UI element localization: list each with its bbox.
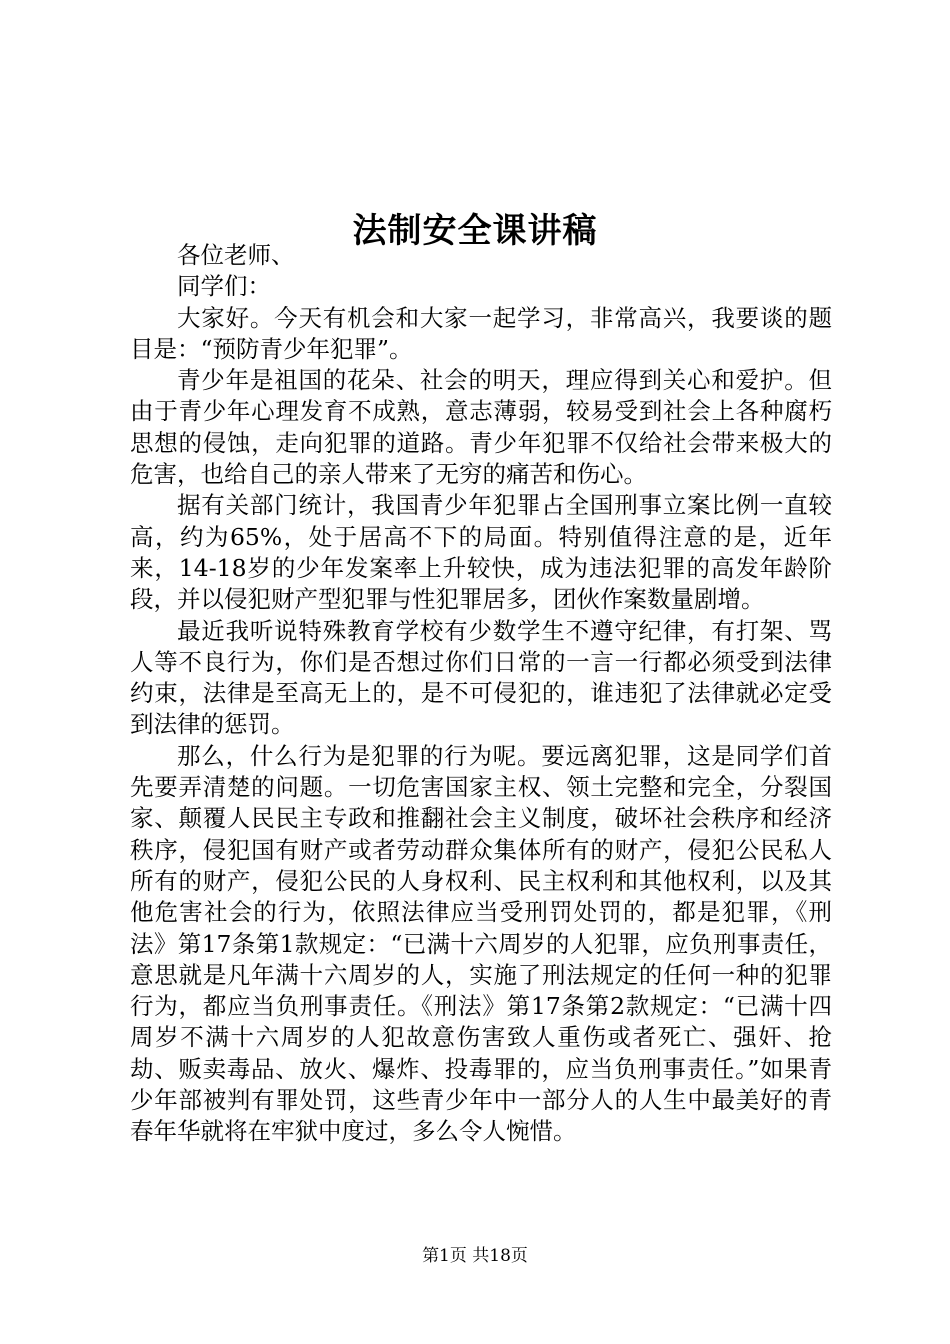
paragraph-statistics: 据有关部门统计，我国青少年犯罪占全国刑事立案比例一直较高，约为65%，处于居高不下的局面。特别值得注意的是，近年来，14-18岁的少年发案率上升较快，成为违法犯罪的高发年龄阶段，并以侵犯财产型犯罪与性犯罪居多，团伙作案数量剧增。	[130, 491, 832, 614]
page-footer: 第1页 共18页	[422, 1246, 528, 1266]
greeting-line-2: 同学们：	[177, 272, 271, 301]
paragraph-crime-definition: 那么，什么行为是犯罪的行为呢。要远离犯罪，这是同学们首先要弄清楚的问题。一切危害国家主权、领土完整和完全，分裂国家、颠覆人民民主专政和推翻社会主义制度，破坏社会秩序和经济秩序，侵犯国有财产或者劳动群众集体所有的财产，侵犯公民私人所有的财产，侵犯公民的人身权利、民主权利和其他权利，以及其他危害社会的行为，依照法律应当受刑罚处罚的，都是犯罪，《刑法》第17条第1款规定：“已满十六周岁的人犯罪，应负刑事责任，意思就是凡年满十六周岁的人，实施了刑法规定的任何一种的犯罪行为，都应当负刑事责任。《刑法》第17条第2款规定：“已满十四周岁不满十六周岁的人犯故意伤害致人重伤或者死亡、强奸、抢劫、贩卖毒品、放火、爆炸、投毒罪的，应当负刑事责任。”如果青少年部被判有罪处罚，这些青少年中一部分人的人生中最美好的青春年华就将在牢狱中度过，多么令人惋惜。	[130, 741, 832, 1146]
paragraph-intro: 大家好。今天有机会和大家一起学习，非常高兴，我要谈的题目是：“预防青少年犯罪”。	[130, 303, 832, 363]
document-body	[130, 240, 832, 1148]
greeting-line-1: 各位老师、	[177, 241, 295, 269]
document-title: 法制安全课讲稿	[352, 210, 598, 251]
paragraph-youth: 青少年是祖国的花朵、社会的明天，理应得到关心和爱护。但由于青少年心理发育不成熟，意志薄弱，较易受到社会上各种腐朽思想的侵蚀，走向犯罪的道路。青少年犯罪不仅给社会带来极大的危害，也给自己的亲人带来了无穷的痛苦和伤心。	[130, 366, 832, 489]
paragraph-school: 最近我听说特殊教育学校有少数学生不遵守纪律，有打架、骂人等不良行为，你们是否想过你们日常的一言一行都必须受到法律约束，法律是至高无上的，是不可侵犯的，谁违犯了法律就必定受到法律的惩罚。	[130, 616, 832, 739]
